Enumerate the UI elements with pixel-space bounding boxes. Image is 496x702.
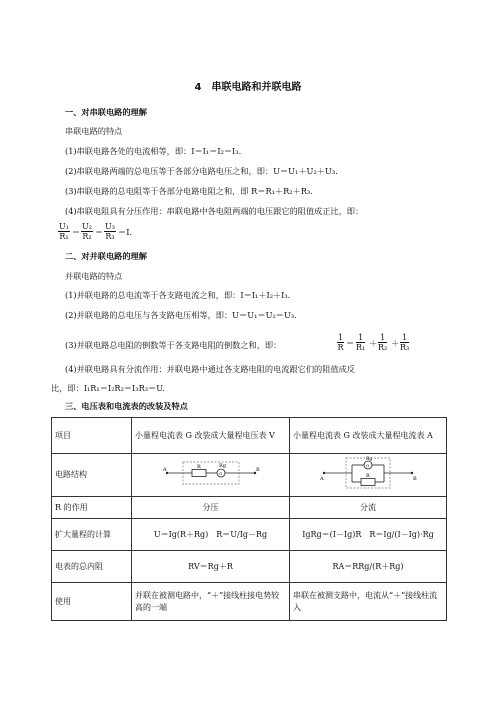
paragraph: (4)串联电阻具有分压作用：串联电路中各电阻两端的电压跟它的阻值成正比，即： (65, 206, 364, 216)
svg-text:A: A (320, 476, 324, 482)
cell: 串联在被测支路中，电流从“＋”接线柱流入 (290, 583, 447, 621)
row-label: 扩大量程的计算 (52, 519, 132, 551)
cell: 分流 (290, 497, 447, 519)
svg-text:B: B (255, 467, 260, 473)
section-heading-meters: 三、电压表和电流表的改装及特点 (65, 401, 188, 411)
paragraph: (3)串联电路的总电阻等于各部分电路电阻之和，即 R＝R₁＋R₂＋R₃. (65, 186, 313, 196)
fraction: $\frac{\text{U₂}}{\text{R₂}}$ (82, 222, 92, 241)
cell: 分压 (132, 497, 290, 519)
cell: 小量程电流表 G 改装成大量程电压表 V (132, 418, 290, 454)
svg-text:Rg: Rg (366, 457, 373, 462)
ammeter-circuit-diagram (318, 456, 418, 490)
row-label: R 的作用 (52, 497, 132, 519)
paragraph: (1)串联电路各处的电流相等，即：I＝I₁＝I₂＝I₃. (65, 146, 242, 156)
svg-text:A: A (162, 467, 167, 473)
fraction: $\frac{\text{U₁}}{\text{R₁}}$ (59, 222, 69, 241)
cell: RV＝Rg＋R (132, 551, 290, 583)
svg-text:R: R (366, 473, 370, 479)
svg-text:B: B (413, 476, 417, 482)
voltmeter-circuit-diagram (161, 458, 261, 488)
fraction: $\frac{\text{U₃}}{\text{R₃}}$ (105, 222, 115, 241)
svg-text:Rg: Rg (218, 463, 226, 469)
paragraph: (2)并联电路的总电压与各支路电压相等，即：U＝U₁＝U₂＝U₃. (65, 310, 297, 320)
table-row (52, 418, 447, 454)
cell: 并联在被测电路中，“＋”接线柱接电势较高的一端 (132, 583, 290, 621)
table-row (52, 497, 447, 519)
cell: RA＝RRg/(R＋Rg) (290, 551, 447, 583)
paragraph: (2)串联电路两端的总电压等于各部分电路电压之和，即：U＝U₁＋U₂＋U₃. (65, 166, 338, 176)
section-sub: 并联电路的特点 (65, 271, 123, 281)
row-label: 电路结构 (52, 454, 132, 497)
page-title: 4 串联电路和并联电路 (194, 82, 302, 93)
table-row (52, 454, 447, 497)
paragraph: 比，即：I₁R₁＝I₂R₂＝I₃R₃＝U. (51, 383, 165, 393)
table-row (52, 519, 447, 551)
svg-text:R: R (196, 464, 201, 470)
comparison-table (51, 417, 447, 621)
paragraph: (3)并联电路总电阻的倒数等于各支路电阻的倒数之和，即： (65, 340, 282, 350)
paragraph: (1)并联电路的总电流等于各支路电流之和，即：I＝I₁＋I₂＋I₃. (65, 290, 291, 300)
table-row (52, 551, 447, 583)
section-heading-series: 一、对串联电路的理解 (65, 107, 147, 117)
table-row (52, 583, 447, 621)
section-sub: 串联电路的特点 (65, 126, 123, 136)
cell: 小量程电流表 G 改装成大量程电流表 A (290, 418, 447, 454)
voltmeter-diagram-cell (132, 454, 290, 497)
cell: U＝Ig(R＋Rg) R＝U/Ig－Rg (132, 519, 290, 551)
paragraph: (4)并联电路具有分流作用：并联电路中通过各支路电阻的电流跟它们的阻值成反 (65, 364, 355, 374)
ammeter-diagram-cell (290, 454, 447, 497)
row-label: 使用 (52, 583, 132, 621)
equation-tail: ＝I. (118, 227, 133, 237)
svg-text:G: G (366, 463, 370, 468)
svg-text:G: G (218, 471, 222, 476)
row-label: 电表的总内阻 (52, 551, 132, 583)
cell: IgRg＝(I－Ig)R R＝Ig/(I－Ig)·Rg (290, 519, 447, 551)
section-heading-parallel: 二、对并联电路的理解 (65, 251, 147, 261)
row-label: 项目 (52, 418, 132, 454)
